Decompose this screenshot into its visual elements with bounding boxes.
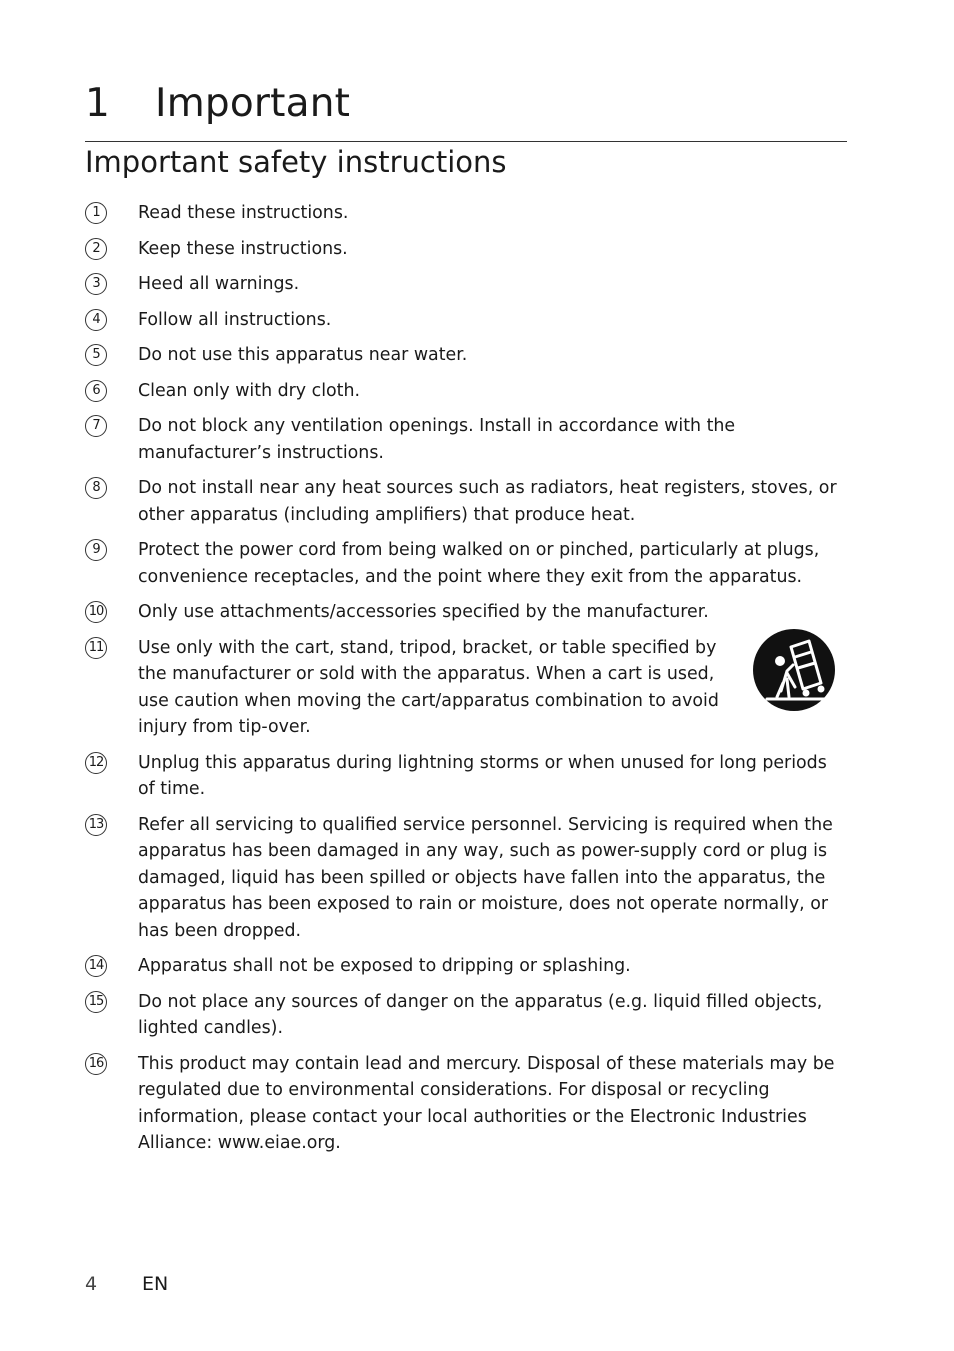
item-number: 4 — [85, 309, 107, 331]
item-text: Unplug this apparatus during lightning storms or when unused for long periods of time. — [138, 752, 827, 799]
item-number: 11 — [85, 637, 107, 659]
instruction-item — [85, 271, 847, 298]
chapter-number: 1 — [85, 81, 111, 126]
item-text: Do not place any sources of danger on the apparatus (e.g. liquid filled objects, lighted candles). — [138, 991, 823, 1038]
language-code: EN — [142, 1273, 169, 1295]
cart-tip-over-warning-icon — [751, 627, 837, 713]
page-footer — [85, 1271, 168, 1297]
chapter-title — [85, 82, 350, 126]
manual-page — [85, 0, 847, 1351]
item-text: Heed all warnings. — [138, 274, 300, 294]
item-text: Apparatus shall not be exposed to dripping or splashing. — [138, 956, 631, 976]
item-number: 14 — [85, 955, 107, 977]
instruction-item — [85, 475, 847, 528]
instruction-item — [85, 307, 847, 334]
item-number: 5 — [85, 344, 107, 366]
item-text: Keep these instructions. — [138, 238, 348, 259]
instruction-item — [85, 635, 847, 741]
page-number: 4 — [85, 1273, 98, 1295]
item-number: 8 — [85, 477, 107, 499]
item-number: 10 — [85, 601, 107, 623]
item-text: Read these instructions. — [138, 203, 349, 223]
item-number: 7 — [85, 415, 107, 437]
instruction-item — [85, 1051, 847, 1157]
instruction-item — [85, 200, 847, 227]
title-divider — [85, 141, 847, 142]
item-number: 2 — [85, 238, 107, 260]
instruction-item — [85, 750, 847, 803]
safety-instructions-list — [85, 200, 847, 1166]
item-text: Only use attachments/accessories specified by the manufacturer. — [138, 602, 709, 622]
instruction-item — [85, 537, 847, 590]
item-text: Use only with the cart, stand, tripod, bracket, or table specified by the manufacturer or sold with the apparatus. When a cart is used, use caution when moving the cart/apparatus combination to avoid injury from tip-over. — [138, 637, 719, 737]
instruction-item — [85, 236, 847, 263]
chapter-title-text: Important — [155, 81, 351, 126]
instruction-item — [85, 599, 847, 626]
item-number: 13 — [85, 814, 107, 836]
item-text: Do not block any ventilation openings. Install in accordance with the manufacturer’s instructions. — [138, 416, 736, 463]
instruction-item — [85, 342, 847, 369]
item-text: Follow all instructions. — [138, 309, 332, 330]
item-number: 12 — [85, 752, 107, 774]
instruction-item — [85, 378, 847, 405]
item-text: Do not use this apparatus near water. — [138, 345, 468, 365]
item-text: Do not install near any heat sources such as radiators, heat registers, stoves, or other apparatus (including amplifiers) that produce heat. — [138, 478, 837, 525]
item-number: 1 — [85, 202, 107, 224]
item-number: 16 — [85, 1053, 107, 1075]
item-number: 3 — [85, 273, 107, 295]
instruction-item — [85, 413, 847, 466]
instruction-item — [85, 989, 847, 1042]
item-number: 9 — [85, 539, 107, 561]
item-text: Protect the power cord from being walked on or pinched, particularly at plugs, convenience receptacles, and the point where they exit from the apparatus. — [138, 540, 820, 587]
section-title: Important safety instructions — [85, 145, 507, 179]
item-text: This product may contain lead and mercury. Disposal of these materials may be regulated due to environmental considerations. For disposal or recycling information, please contact your local authorities or the Electronic Industries Alliance: www.eiae.org. — [138, 1053, 835, 1153]
item-text: Clean only with dry cloth. — [138, 380, 361, 401]
item-text: Refer all servicing to qualified service personnel. Servicing is required when the apparatus has been damaged in any way, such as power-supply cord or plug is damaged, liquid has been spilled or objects have fallen into the apparatus, the apparatus has been exposed to rain or moisture, does not operate normally, or has been dropped. — [138, 814, 833, 941]
item-number: 6 — [85, 380, 107, 402]
instruction-item — [85, 953, 847, 980]
instruction-item — [85, 812, 847, 945]
item-number: 15 — [85, 991, 107, 1013]
